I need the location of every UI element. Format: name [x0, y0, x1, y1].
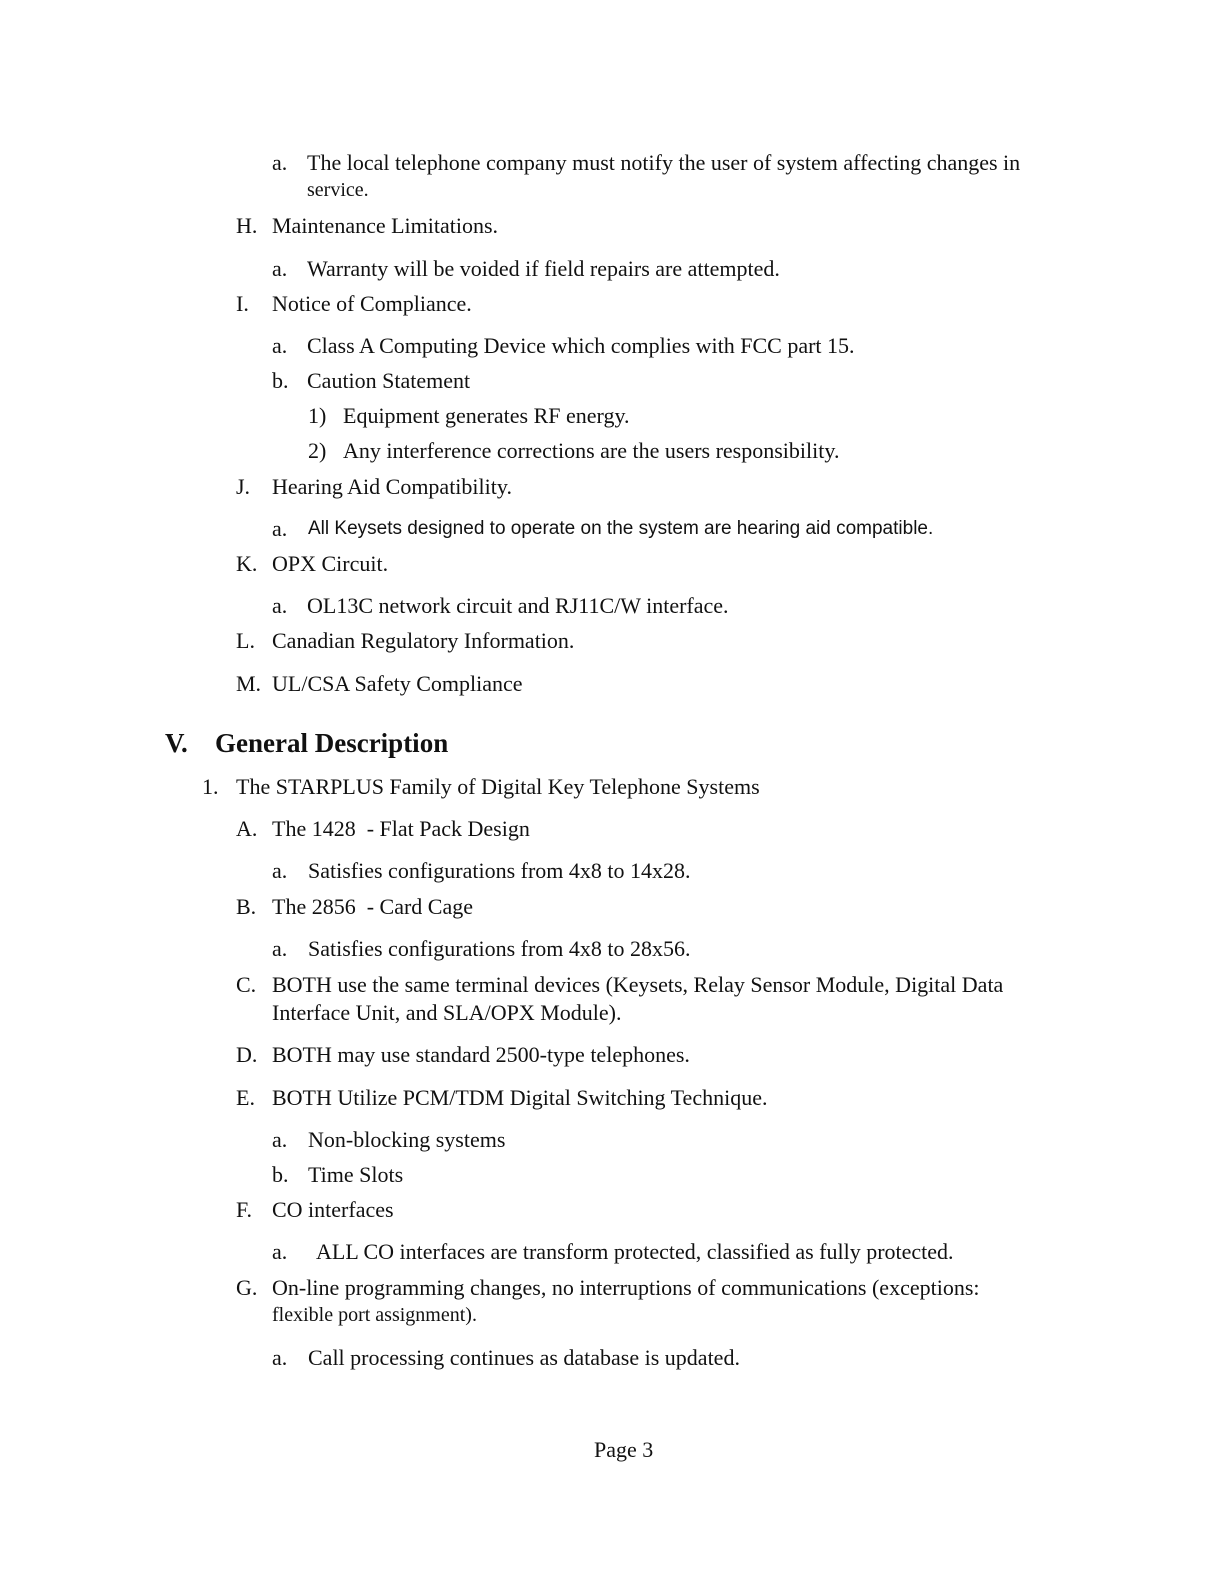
list-label: L.	[236, 628, 255, 653]
list-label: a.	[272, 516, 288, 541]
list-label: A.	[236, 816, 258, 841]
list-label: a.	[272, 256, 288, 281]
section-title: General Description	[215, 728, 449, 758]
list-text: UL/CSA Safety Compliance	[272, 671, 523, 696]
list-label: I.	[236, 291, 249, 316]
list-text-continuation: service.	[307, 179, 369, 201]
list-text: Maintenance Limitations.	[272, 213, 499, 238]
list-text: Any interference corrections are the users responsibility.	[343, 438, 840, 463]
list-text: Satisfies configurations from 4x8 to 14x28.	[308, 858, 691, 883]
list-text: OPX Circuit.	[272, 551, 389, 576]
list-text: Class A Computing Device which complies with FCC part 15.	[307, 333, 855, 358]
list-label: 1)	[308, 403, 327, 428]
list-text: BOTH Utilize PCM/TDM Digital Switching Technique.	[272, 1085, 768, 1110]
list-label: G.	[236, 1275, 258, 1300]
list-label: a.	[272, 333, 288, 358]
list-label: a.	[272, 150, 288, 175]
list-text: OL13C network circuit and RJ11C/W interface.	[307, 593, 729, 618]
list-text: Notice of Compliance.	[272, 291, 472, 316]
list-text-continuation: Interface Unit, and SLA/OPX Module).	[272, 1000, 622, 1025]
list-text: Equipment generates RF energy.	[343, 403, 630, 428]
list-label: B.	[236, 894, 257, 919]
list-label: F.	[236, 1197, 252, 1222]
list-label: b.	[272, 1162, 289, 1187]
list-label: M.	[236, 671, 262, 696]
list-text: Hearing Aid Compatibility.	[272, 474, 512, 499]
list-label: a.	[272, 593, 288, 618]
list-label: H.	[236, 213, 258, 238]
list-label: a.	[272, 1239, 288, 1264]
list-text: The 1428 - Flat Pack Design	[272, 816, 530, 841]
list-label: a.	[272, 1127, 288, 1152]
list-label: C.	[236, 972, 257, 997]
list-text: Canadian Regulatory Information.	[272, 628, 575, 653]
list-label: K.	[236, 551, 258, 576]
page-number: Page 3	[594, 1437, 654, 1462]
list-text: Non-blocking systems	[308, 1127, 506, 1152]
list-text: The STARPLUS Family of Digital Key Telephone Systems	[236, 774, 760, 799]
list-label: D.	[236, 1042, 258, 1067]
list-text-continuation: flexible port assignment).	[272, 1304, 477, 1326]
list-text: BOTH may use standard 2500-type telephones.	[272, 1042, 690, 1067]
list-label: 1.	[202, 774, 219, 799]
list-text: All Keysets designed to operate on the system are hearing aid compatible.	[308, 518, 934, 539]
list-text: Satisfies configurations from 4x8 to 28x56.	[308, 936, 691, 961]
list-label: a.	[272, 858, 288, 883]
list-label: b.	[272, 368, 289, 393]
list-label: a.	[272, 1345, 288, 1370]
list-label: J.	[236, 474, 251, 499]
list-label: E.	[236, 1085, 255, 1110]
list-label: 2)	[308, 438, 327, 463]
list-text: Time Slots	[308, 1162, 404, 1187]
list-text: The local telephone company must notify the user of system affecting changes in	[307, 150, 1021, 175]
list-text: On-line programming changes, no interruptions of communications (exceptions:	[272, 1275, 980, 1300]
list-text: The 2856 - Card Cage	[272, 894, 473, 919]
list-label: a.	[272, 936, 288, 961]
list-text: CO interfaces	[272, 1197, 394, 1222]
list-text: Warranty will be voided if field repairs are attempted.	[307, 256, 780, 281]
list-text: BOTH use the same terminal devices (Keysets, Relay Sensor Module, Digital Data	[272, 972, 1004, 997]
list-text: Caution Statement	[307, 368, 471, 393]
section-number: V.	[165, 728, 188, 758]
list-text: ALL CO interfaces are transform protected, classified as fully protected.	[316, 1239, 954, 1264]
list-text: Call processing continues as database is updated.	[308, 1345, 740, 1370]
